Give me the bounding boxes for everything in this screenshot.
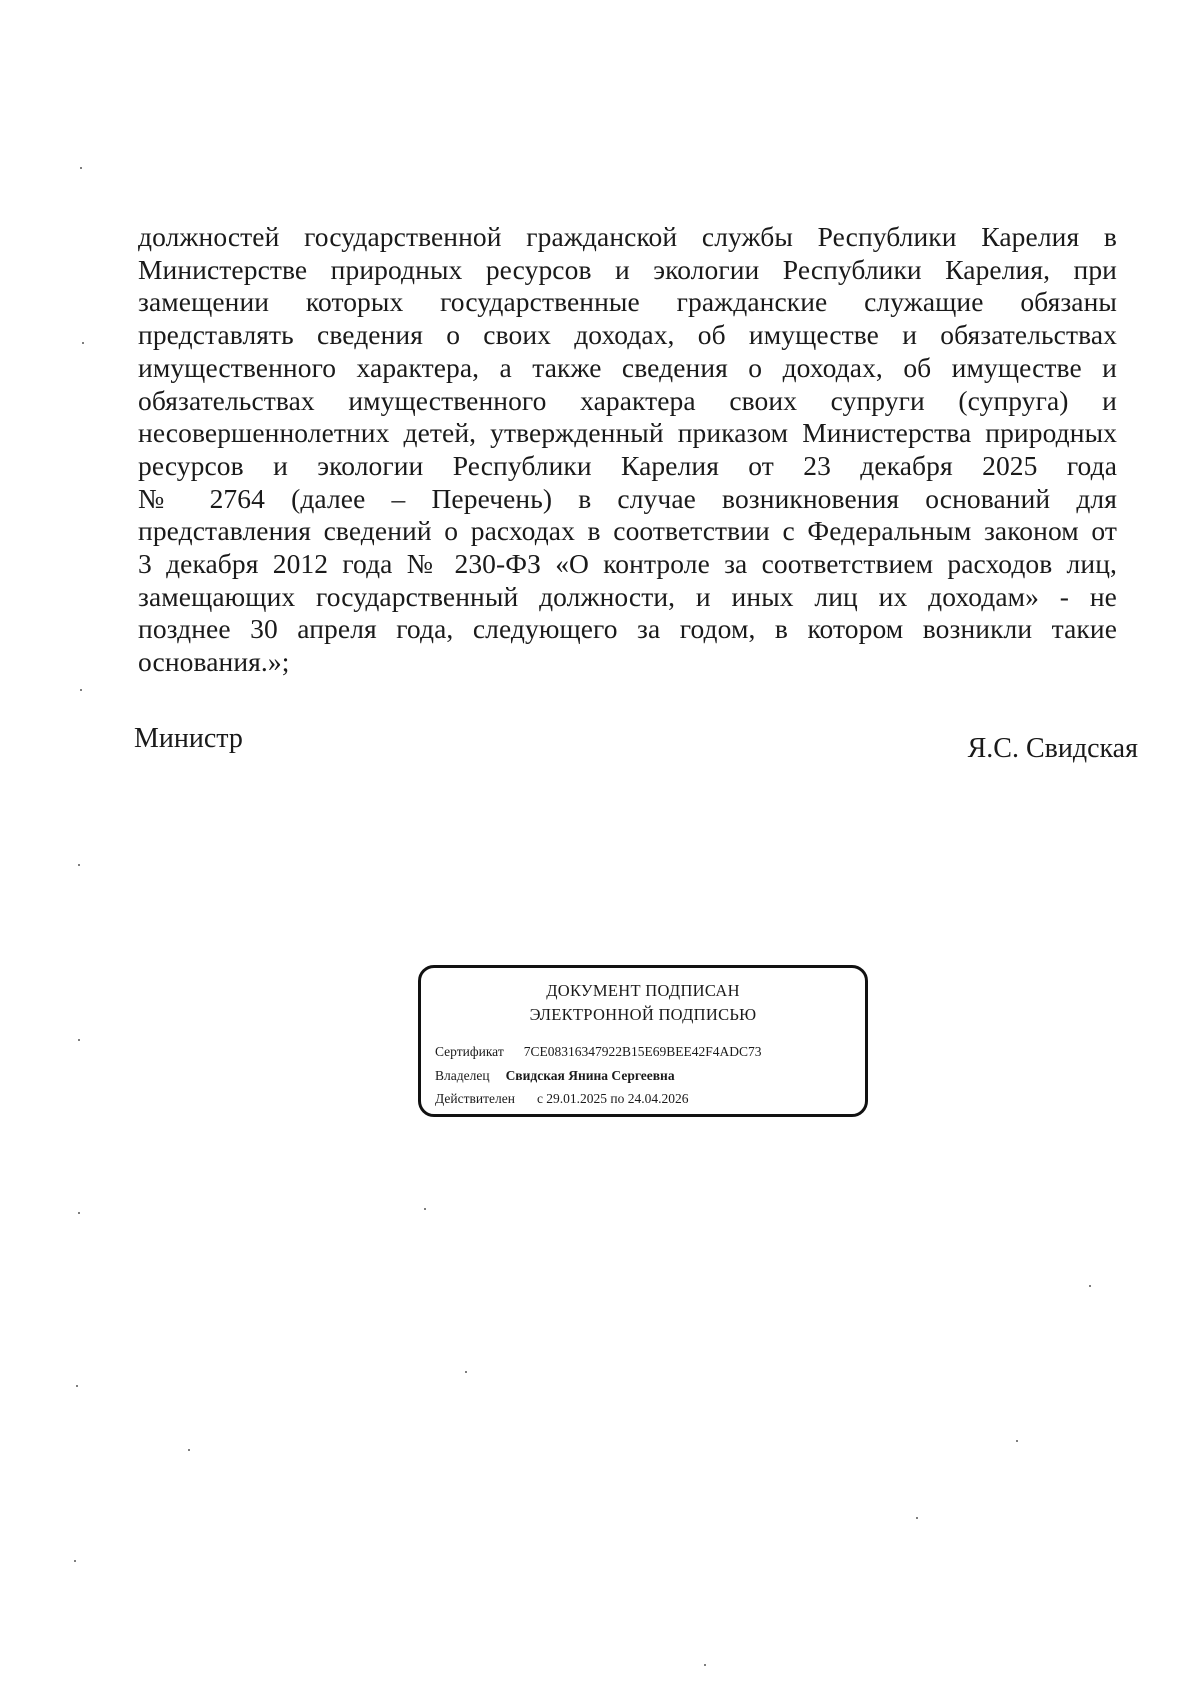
paragraph-line: 3 декабря 2012 года № 230-ФЗ «О контроле за соответствием расходов лиц, <box>138 548 1117 580</box>
scan-speck <box>82 342 84 344</box>
paragraph-line: обязательствах имущественного характера своих супруги (супруга) и <box>138 384 1117 416</box>
stamp-owner-row <box>435 1068 675 1084</box>
paragraph-line: основания.»; <box>138 646 290 678</box>
scan-speck <box>1089 1285 1091 1287</box>
paragraph-line: имущественного характера, а также сведения о доходах, об имуществе и <box>138 351 1117 383</box>
scan-speck <box>188 1449 190 1451</box>
electronic-signature-stamp <box>418 965 868 1117</box>
scan-speck <box>78 864 80 866</box>
scan-speck <box>1016 1440 1018 1442</box>
owner-label: Владелец <box>435 1068 490 1083</box>
scan-speck <box>465 1371 467 1373</box>
certificate-label: Сертификат <box>435 1044 504 1059</box>
scan-speck <box>74 1560 76 1562</box>
certificate-value: 7CE08316347922B15E69BEE42F4ADC73 <box>523 1044 762 1059</box>
paragraph-line: № 2764 (далее – Перечень) в случае возникновения оснований для <box>138 482 1117 514</box>
paragraph-line: представления сведений о расходах в соответствии с Федеральным законом от <box>138 515 1117 547</box>
owner-value: Свидская Янина Сергеевна <box>505 1068 675 1083</box>
paragraph-line: несовершеннолетних детей, утвержденный приказом Министерства природных <box>138 417 1117 449</box>
signer-name: Я.С. Свидская <box>967 733 1138 764</box>
validity-value: с 29.01.2025 по 24.04.2026 <box>536 1091 689 1106</box>
paragraph-line: представлять сведения о своих доходах, об имуществе и обязательствах <box>138 319 1117 351</box>
scan-speck <box>78 1212 80 1214</box>
paragraph-line: позднее 30 апреля года, следующего за годом, в котором возникли такие <box>138 613 1117 645</box>
scan-speck <box>80 689 82 691</box>
paragraph-line: Министерстве природных ресурсов и экологии Республики Карелия, при <box>138 253 1117 285</box>
paragraph-line: должностей государственной гражданской службы Республики Карелия в <box>138 221 1117 252</box>
stamp-validity-row <box>435 1091 689 1107</box>
scan-speck <box>76 1385 78 1387</box>
stamp-title-line2: ЭЛЕКТРОННОЙ ПОДПИСЬЮ <box>529 1005 757 1024</box>
validity-label: Действителен <box>435 1091 515 1106</box>
scan-speck <box>704 1664 706 1666</box>
stamp-certificate-row <box>435 1044 762 1060</box>
scan-speck <box>424 1208 426 1210</box>
signer-position: Министр <box>134 723 243 754</box>
scan-speck <box>80 167 82 169</box>
paragraph-line: ресурсов и экологии Республики Карелия от 23 декабря 2025 года <box>138 449 1117 481</box>
stamp-title-line1: ДОКУМЕНТ ПОДПИСАН <box>546 981 740 1000</box>
paragraph-line: замещающих государственный должности, и иных лиц их доходам» - не <box>138 580 1117 612</box>
scan-speck <box>78 1039 80 1041</box>
main-paragraph <box>138 221 1117 679</box>
scan-speck <box>916 1517 918 1519</box>
paragraph-line: замещении которых государственные гражданские служащие обязаны <box>138 286 1117 318</box>
